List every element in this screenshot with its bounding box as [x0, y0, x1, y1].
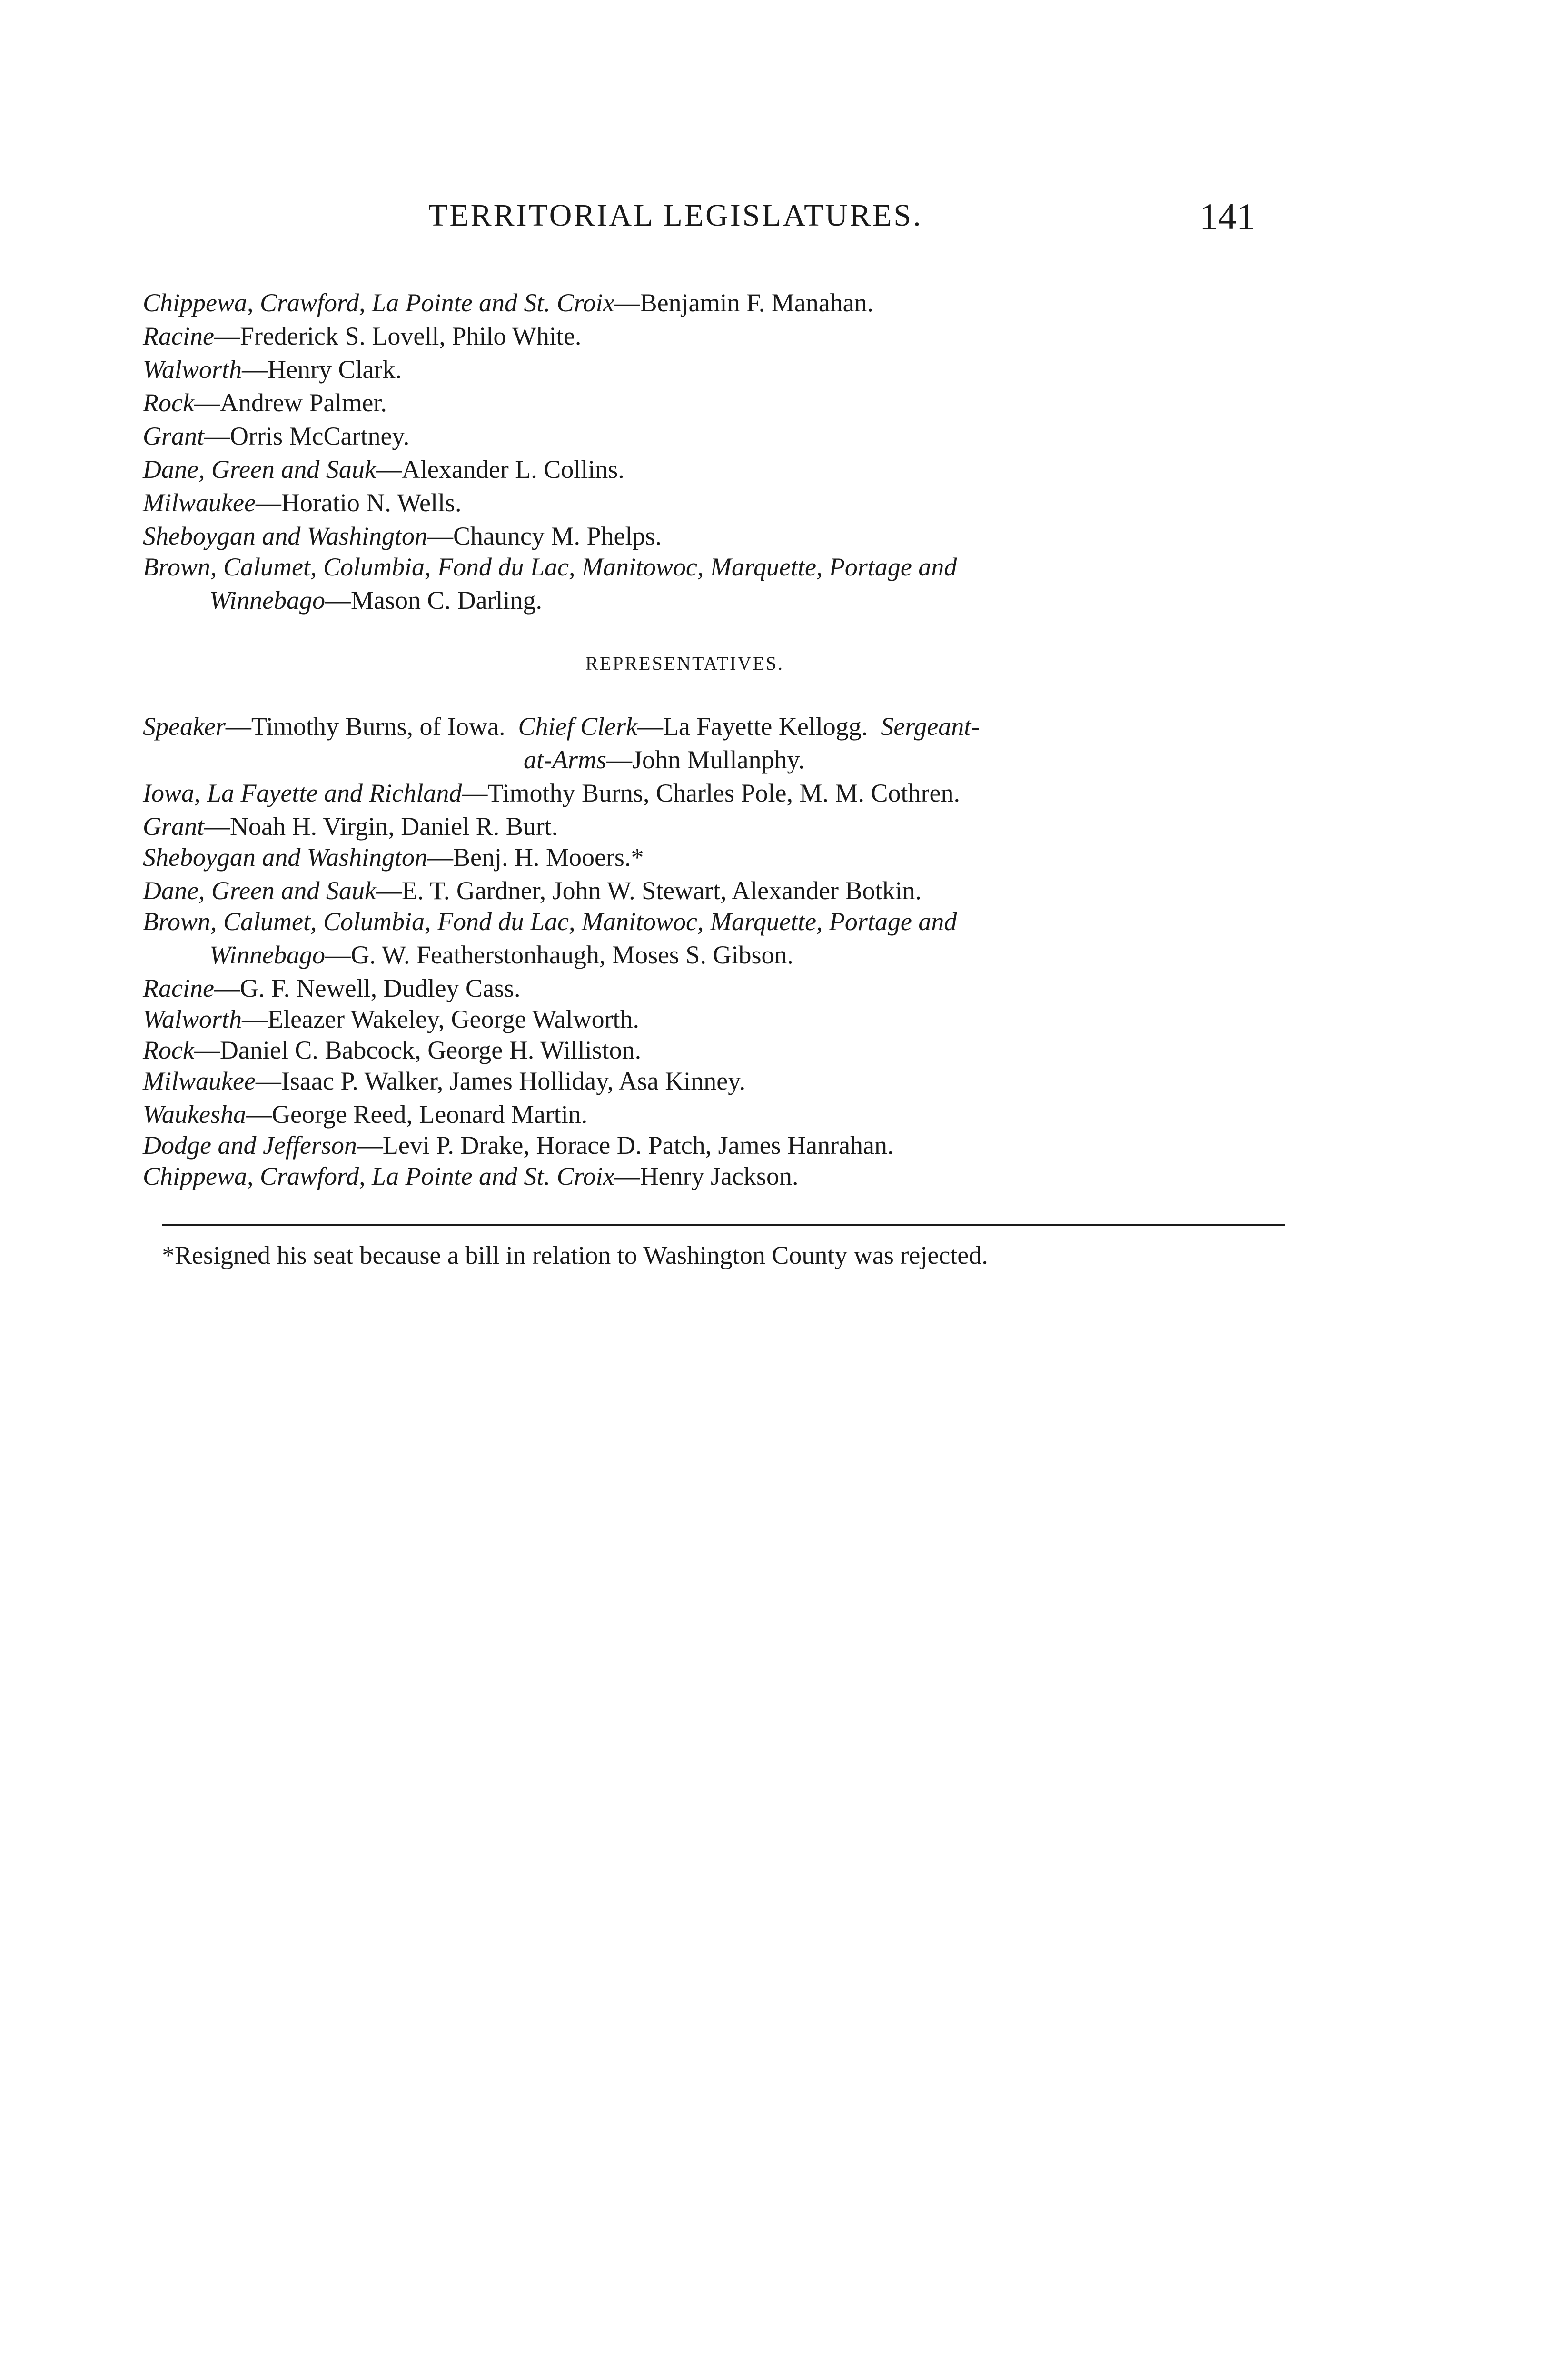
council-entry	[143, 388, 387, 417]
district-name: Winnebago	[209, 586, 325, 615]
district-name: Chippewa, Crawford, La Pointe and St. Croix	[143, 288, 614, 317]
representative-entry	[143, 1130, 894, 1160]
member-names: —Henry Jackson.	[614, 1162, 799, 1190]
representative-entry	[143, 973, 521, 1003]
section-heading: REPRESENTATIVES.	[585, 653, 784, 674]
council-entry	[143, 421, 409, 451]
officers-line	[143, 712, 980, 741]
sergeant-label: Sergeant-	[881, 712, 980, 741]
district-name: Grant	[143, 812, 205, 841]
council-entry	[143, 321, 581, 351]
member-names: —G. W. Featherstonhaugh, Moses S. Gibson.	[325, 941, 793, 969]
member-names: —Henry Clark.	[242, 355, 402, 384]
district-name: Racine	[143, 974, 214, 1002]
representative-entry	[143, 1004, 639, 1034]
member-names: —Orris McCartney.	[204, 422, 410, 450]
member-names: —Chauncy M. Phelps.	[427, 522, 662, 550]
district-name: Brown, Calumet, Columbia, Fond du Lac, Manitowoc, Marquette, Portage and	[143, 553, 957, 581]
officers-line	[524, 745, 805, 774]
chief-clerk-name: —La Fayette Kellogg.	[637, 712, 868, 741]
member-names: —Benj. H. Mooers.*	[427, 843, 644, 872]
representative-entry	[143, 907, 957, 936]
member-names: —G. F. Newell, Dudley Cass.	[214, 974, 521, 1002]
district-name: Winnebago	[209, 941, 325, 969]
sergeant-name: —John Mullanphy.	[606, 745, 805, 774]
council-entry	[143, 488, 462, 517]
page-number: 141	[1199, 196, 1255, 237]
member-names: —Eleazer Wakeley, George Walworth.	[242, 1005, 640, 1033]
district-name: Chippewa, Crawford, La Pointe and St. Croix	[143, 1162, 614, 1190]
district-name: Walworth	[143, 355, 242, 384]
member-names: —Timothy Burns, Charles Pole, M. M. Cothren.	[462, 779, 960, 807]
representative-entry	[143, 1066, 745, 1096]
council-entry	[143, 521, 662, 551]
district-name: Dodge and Jefferson	[143, 1131, 357, 1160]
member-names: —Levi P. Drake, Horace D. Patch, James Hanrahan.	[357, 1131, 894, 1160]
member-names: —Mason C. Darling.	[325, 586, 542, 615]
member-names: —Daniel C. Babcock, George H. Williston.	[194, 1036, 642, 1064]
member-names: —Noah H. Virgin, Daniel R. Burt.	[204, 812, 558, 841]
district-name: Iowa, La Fayette and Richland	[143, 779, 462, 807]
district-name: Sheboygan and Washington	[143, 843, 427, 872]
member-names: —Alexander L. Collins.	[376, 455, 624, 484]
sergeant-label-cont: at-Arms	[524, 745, 606, 774]
member-names: —Andrew Palmer.	[194, 388, 387, 417]
representative-entry	[143, 1161, 798, 1191]
council-entry	[143, 288, 873, 317]
representative-entry	[143, 876, 922, 905]
representative-entry	[143, 843, 644, 872]
district-name: Dane, Green and Sauk	[143, 876, 376, 905]
council-entry	[143, 552, 957, 582]
council-entry	[143, 455, 624, 484]
member-names: —George Reed, Leonard Martin.	[246, 1100, 588, 1129]
member-names: —Horatio N. Wells.	[255, 488, 462, 517]
member-names: —Frederick S. Lovell, Philo White.	[214, 322, 582, 350]
district-name: Milwaukee	[143, 488, 256, 517]
district-name: Brown, Calumet, Columbia, Fond du Lac, Manitowoc, Marquette, Portage and	[143, 907, 957, 936]
district-name: Milwaukee	[143, 1067, 256, 1095]
district-name: Rock	[143, 1036, 194, 1064]
speaker-label: Speaker	[143, 712, 226, 741]
district-name: Grant	[143, 422, 205, 450]
district-name: Sheboygan and Washington	[143, 522, 427, 550]
member-names: —E. T. Gardner, John W. Stewart, Alexander Botkin.	[376, 876, 922, 905]
representative-entry	[209, 940, 793, 970]
district-name: Racine	[143, 322, 214, 350]
member-names: —Isaac P. Walker, James Holliday, Asa Kinney.	[255, 1067, 746, 1095]
district-name: Rock	[143, 388, 194, 417]
council-entry	[143, 355, 402, 384]
running-title: TERRITORIAL LEGISLATURES.	[428, 198, 923, 233]
council-entry	[209, 585, 542, 615]
district-name: Dane, Green and Sauk	[143, 455, 376, 484]
speaker-name: —Timothy Burns, of Iowa.	[225, 712, 505, 741]
member-names: —Benjamin F. Manahan.	[614, 288, 874, 317]
district-name: Waukesha	[143, 1100, 246, 1129]
representative-entry	[143, 1100, 587, 1129]
district-name: Walworth	[143, 1005, 242, 1033]
footnote: *Resigned his seat because a bill in relation to Washington County was rejected.	[162, 1241, 988, 1269]
representative-entry	[143, 1035, 641, 1065]
representative-entry	[143, 812, 558, 841]
footnote-rule	[162, 1224, 1285, 1226]
chief-clerk-label: Chief Clerk	[518, 712, 637, 741]
representative-entry	[143, 778, 960, 808]
